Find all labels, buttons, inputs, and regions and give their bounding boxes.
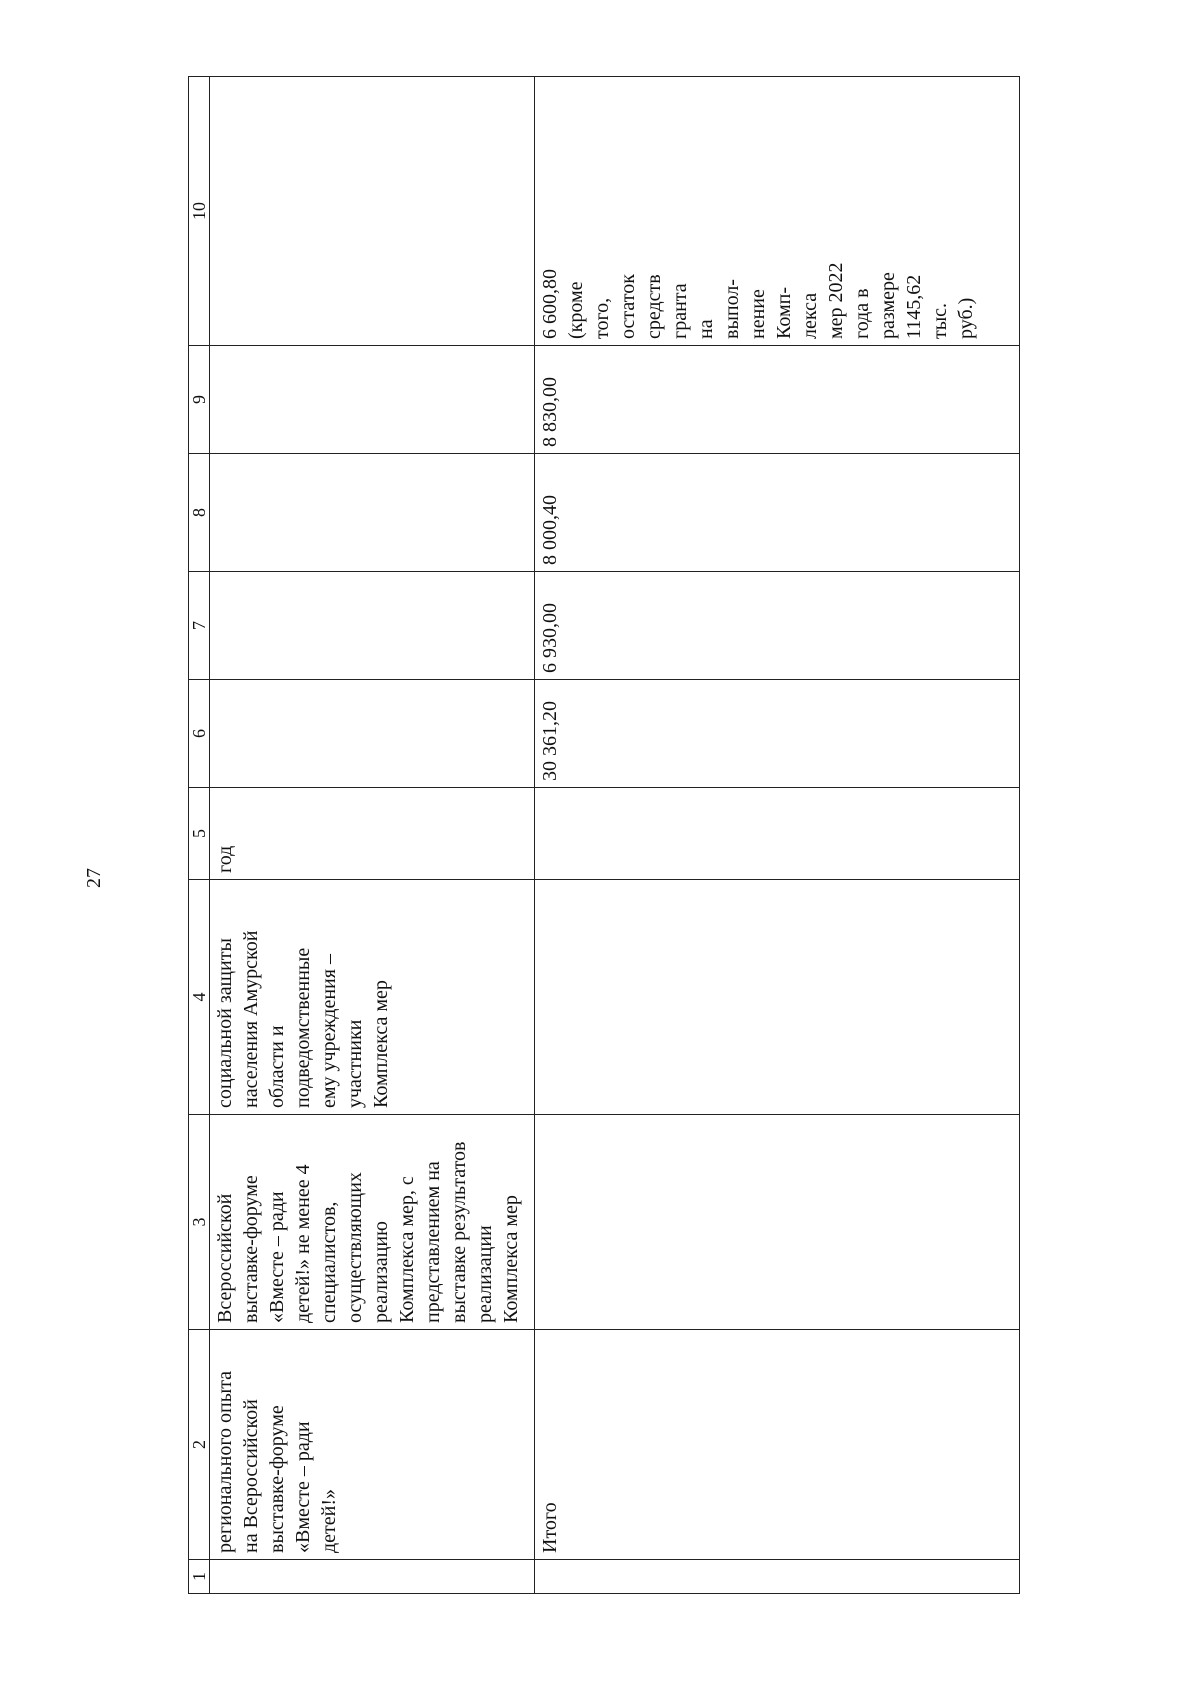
header-col-9: 9	[189, 346, 210, 454]
total-year-4: 6 600,80 (кроме того, остаток средств гранта на выпол- нение Комп- лекса мер 2022 года в размере 1145,62 тыс. руб.)	[535, 77, 1020, 346]
header-col-10: 10	[189, 77, 210, 346]
row1-col9	[210, 346, 535, 454]
total-amount: 30 361,20	[535, 680, 1020, 788]
table-rotation-frame	[188, 77, 1023, 1594]
page-number: 27	[83, 868, 105, 888]
total-year-3: 8 830,00	[535, 346, 1020, 454]
table-row-activity	[210, 77, 535, 1594]
row1-activity-name: регионального опыта на Всероссийской выставке-форуме «Вместе – ради детей!»	[210, 1330, 535, 1560]
header-col-8: 8	[189, 454, 210, 572]
total-col3	[535, 1115, 1020, 1330]
row1-col7	[210, 572, 535, 680]
total-year-1: 6 930,00	[535, 572, 1020, 680]
row1-deadline: год	[210, 788, 535, 880]
table-row-total	[535, 77, 1020, 1594]
row1-col1	[210, 1560, 535, 1594]
row1-responsible: социальной защиты населения Амурской области и подведомственные ему учреждения – участники Комплекса мер	[210, 880, 535, 1115]
total-col4	[535, 880, 1020, 1115]
row1-col6	[210, 680, 535, 788]
budget-table	[188, 76, 1020, 1594]
header-col-6: 6	[189, 680, 210, 788]
total-label: Итого	[535, 1330, 1020, 1560]
table-header-row	[189, 77, 210, 1594]
row1-expected-result: Всероссийской выставке-форуме «Вместе – ради детей!» не менее 4 специалистов, осуществляющих реализацию Комплекса мер, с представлением на выставке результатов реализации Комплекса мер	[210, 1115, 535, 1330]
header-col-1: 1	[189, 1560, 210, 1594]
total-year-2: 8 000,40	[535, 454, 1020, 572]
row1-col10	[210, 77, 535, 346]
header-col-5: 5	[189, 788, 210, 880]
row1-col8	[210, 454, 535, 572]
table-landscape-area	[188, 77, 1023, 1594]
header-col-4: 4	[189, 880, 210, 1115]
header-col-2: 2	[189, 1330, 210, 1560]
header-col-7: 7	[189, 572, 210, 680]
total-col1	[535, 1560, 1020, 1594]
total-col5	[535, 788, 1020, 880]
header-col-3: 3	[189, 1115, 210, 1330]
